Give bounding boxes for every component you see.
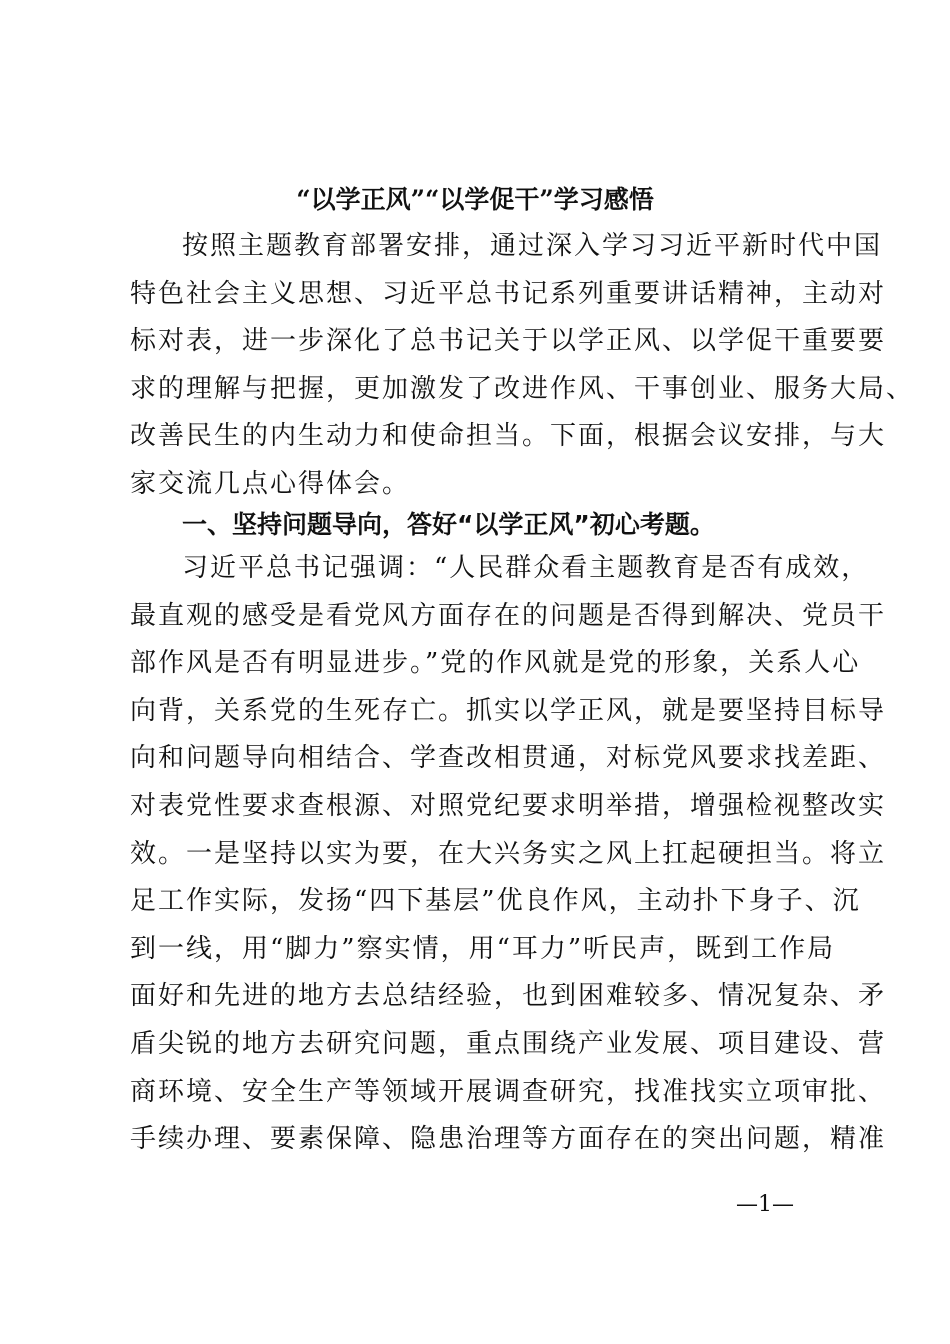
paragraph-line: 向和问题导向相结合、学查改相贯通，对标党风要求找差距、 (130, 743, 887, 774)
paragraph-line: 习近平总书记强调：“人民群众看主题教育是否有成效， (182, 553, 870, 583)
paragraph-line: 商环境、安全生产等领域开展调查研究，找准找实立项审批、 (130, 1076, 887, 1107)
paragraph-line: 家交流几点心得体会。 (130, 468, 411, 499)
paragraph-line: 特色社会主义思想、习近平总书记系列重要讲话精神，主动对 (130, 278, 887, 309)
document-title: “以学正风”“以学促干”学习感悟 (296, 185, 654, 214)
section-heading: 一、坚持问题导向，答好“以学正风”初心考题。 (182, 510, 715, 539)
paragraph-line: 面好和先进的地方去总结经验，也到困难较多、情况复杂、矛 (130, 981, 887, 1012)
paragraph-line: 到一线，用“脚力”察实情，用“耳力”听民声，既到工作局 (130, 933, 836, 964)
paragraph-line: 按照主题教育部署安排，通过深入学习习近平新时代中国 (182, 231, 883, 261)
intro-paragraph (130, 223, 915, 509)
paragraph-line: 向背，关系党的生死存亡。抓实以学正风，就是要坚持目标导 (130, 695, 887, 726)
section-paragraph (130, 545, 887, 1164)
paragraph-line: 求的理解与把握，更加激发了改进作风、干事创业、服务大局、 (130, 373, 915, 404)
paragraph-line: 改善民生的内生动力和使命担当。下面，根据会议安排，与大 (130, 421, 887, 452)
paragraph-line: 手续办理、要素保障、隐患治理等方面存在的突出问题，精准 (130, 1124, 887, 1155)
paragraph-line: 盾尖锐的地方去研究问题，重点围绕产业发展、项目建设、营 (130, 1028, 887, 1059)
paragraph-line: 部作风是否有明显进步。”党的作风就是党的形象，关系人心 (130, 648, 861, 679)
paragraph-line: 足工作实际，发扬“四下基层”优良作风，主动扑下身子、沉 (130, 886, 861, 917)
page-number: —1— (736, 1192, 794, 1217)
paragraph-line: 对表党性要求查根源、对照党纪要求明举措，增强检视整改实 (130, 790, 887, 821)
paragraph-line: 最直观的感受是看党风方面存在的问题是否得到解决、党员干 (130, 600, 887, 631)
paragraph-line: 标对表，进一步深化了总书记关于以学正风、以学促干重要要 (130, 326, 887, 357)
paragraph-line: 效。一是坚持以实为要，在大兴务实之风上扛起硬担当。将立 (130, 838, 887, 869)
